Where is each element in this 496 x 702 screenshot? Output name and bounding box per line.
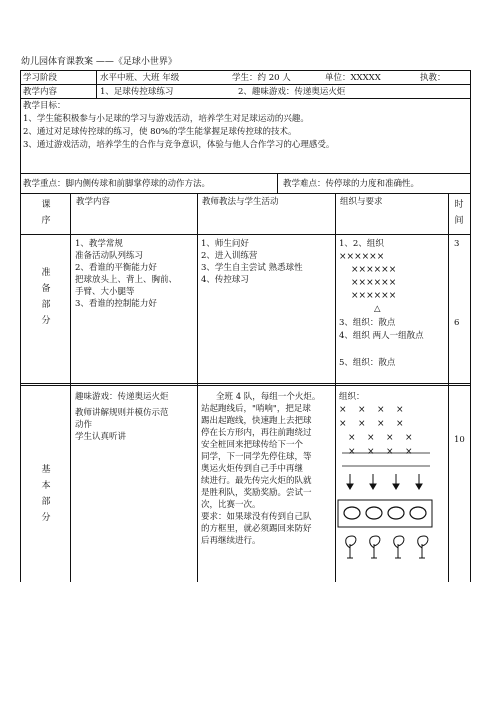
document-title: 幼儿园体育课教案 ——《足球小世界》 bbox=[21, 57, 177, 67]
prep-method-line: 3、学生自主尝试 熟悉球性 bbox=[201, 263, 303, 273]
x-row: × × × × bbox=[339, 419, 404, 429]
prep-content-line: 3、看谁的控制能力好 bbox=[75, 299, 157, 309]
teaching-content-2: 2、趣味游戏：传递奥运火炬 bbox=[238, 87, 346, 97]
student-count: 学生：约 20 人 bbox=[232, 73, 291, 83]
basic-method-line: 的方框里，就必须踢回来防好 bbox=[201, 524, 312, 534]
unit-name: 单位：XXXXX bbox=[325, 73, 381, 83]
arrow-down-icon bbox=[347, 474, 422, 489]
x-row: × × × × bbox=[348, 447, 413, 457]
basic-content-line: 趣味游戏：传递奥运火炬 bbox=[75, 392, 169, 402]
basic-content-line: 学生认真听讲 bbox=[75, 432, 127, 442]
ball-icon bbox=[344, 507, 360, 519]
teaching-content-1: 1、足球传控球练习 bbox=[100, 87, 174, 97]
basic-method-line: 站起跑线后，"哨响"，把足球 bbox=[201, 404, 311, 414]
ball-icon bbox=[410, 507, 426, 519]
safety-cone-icon bbox=[346, 536, 428, 558]
prep-content-line: 把球放头上、背上、胸前、 bbox=[75, 275, 178, 285]
prep-content bbox=[75, 238, 177, 310]
x-row: × × × × bbox=[348, 433, 413, 443]
basic-method-line: 踢出起跑线，快速跑上去把球 bbox=[201, 416, 312, 426]
prep-content-line: 准备活动队列练习 bbox=[75, 251, 144, 261]
prep-content-line: 手臂、大小腿等 bbox=[75, 287, 135, 297]
goal-item: 1、学生能积极参与小足球的学习与游戏活动，培养学生对足球运动的兴趣。 bbox=[23, 114, 309, 124]
header-sequence: 课序 bbox=[41, 200, 51, 226]
target-rectangle bbox=[338, 500, 432, 527]
basic-method-line: 停在长方形内，再往前跑绕过 bbox=[201, 428, 312, 438]
prep-label: 准备部分 bbox=[41, 268, 51, 326]
basic-method-line: 奥运火炬传到自己手中再继 bbox=[201, 464, 304, 474]
basic-method-line: 要求：如果球没有传到自己队 bbox=[201, 512, 312, 522]
prep-method-line: 2、进入训练营 bbox=[201, 251, 258, 261]
formation-row: ×××××× bbox=[351, 265, 397, 275]
basic-content-line: 教师讲解规则并模仿示范 bbox=[75, 408, 169, 418]
teacher-triangle-icon: △ bbox=[374, 304, 381, 314]
basic-method-line: 后再继续进行。 bbox=[201, 536, 261, 546]
basic-method-line: 全班 4 队，每组一个火炬。 bbox=[216, 392, 321, 402]
basic-content bbox=[75, 391, 169, 443]
header-organization: 组织与要求 bbox=[340, 197, 383, 207]
prep-content-line: 1、教学常规 bbox=[75, 239, 123, 249]
prep-content-line: 2、看谁的平衡能力好 bbox=[75, 263, 157, 273]
prep-org-item: 5、组织：散点 bbox=[339, 358, 396, 368]
ball-icon bbox=[366, 507, 382, 519]
ball-icon bbox=[388, 507, 404, 519]
prep-time: 6 bbox=[454, 318, 460, 328]
formation-row: ×××××× bbox=[351, 291, 397, 301]
basic-method-line: 次，比赛一次。 bbox=[201, 500, 261, 510]
basic-label: 基本部分 bbox=[41, 465, 51, 523]
prep-method-line: 1、师生问好 bbox=[201, 239, 249, 249]
content-label: 教学内容 bbox=[23, 87, 58, 97]
prep-org-item: 3、组织：散点 bbox=[339, 318, 396, 328]
prep-org-item: 4、组织 两人一组散点 bbox=[339, 331, 424, 341]
class-grade: 水平中班、大班 年级 bbox=[100, 73, 180, 83]
basic-content-line: 动作 bbox=[75, 420, 93, 430]
prep-methods bbox=[201, 238, 303, 286]
header-methods: 教师教法与学生活动 bbox=[202, 197, 279, 207]
basic-methods bbox=[201, 391, 320, 547]
basic-method-line: 同学，下一同学先停住球，等 bbox=[201, 452, 312, 462]
basic-method-line: 安全桩回来把球传给下一个 bbox=[201, 440, 304, 450]
relay-diagram bbox=[336, 440, 448, 582]
header-content: 教学内容 bbox=[76, 197, 111, 207]
key-point: 教学重点：脚内侧传球和前脚掌停球的动作方法。 bbox=[23, 179, 211, 189]
goal-item: 3、通过游戏活动，培养学生的合作与竞争意识，体验与他人合作学习的心理感受。 bbox=[23, 140, 335, 150]
stage-label: 学习阶段 bbox=[23, 73, 58, 83]
teacher-name: 执教： bbox=[420, 73, 446, 83]
goals-heading: 教学目标： bbox=[23, 101, 66, 111]
goal-item: 2、通过对足球传控球的练习，使 80%的学生能掌握足球传控球的技术。 bbox=[23, 127, 297, 137]
difficulty-point: 教学难点：传停球的力度和准确性。 bbox=[283, 179, 420, 189]
prep-method-line: 4、传控球习 bbox=[201, 275, 249, 285]
x-row: × × × × bbox=[339, 405, 404, 415]
basic-method-line: 续进行。最先传完火炬的队就 bbox=[201, 476, 312, 486]
basic-time: 10 bbox=[454, 435, 465, 445]
prep-org-top: 1、2、组织 bbox=[339, 239, 384, 249]
formation-row: ×××××× bbox=[339, 252, 385, 262]
prep-time: 3 bbox=[454, 239, 460, 249]
header-time: 时间 bbox=[454, 200, 464, 226]
basic-method-line: 是胜利队，奖励奖励。尝试一 bbox=[201, 488, 312, 498]
basic-org-label: 组织： bbox=[339, 392, 365, 402]
formation-row: ×××××× bbox=[351, 278, 397, 288]
